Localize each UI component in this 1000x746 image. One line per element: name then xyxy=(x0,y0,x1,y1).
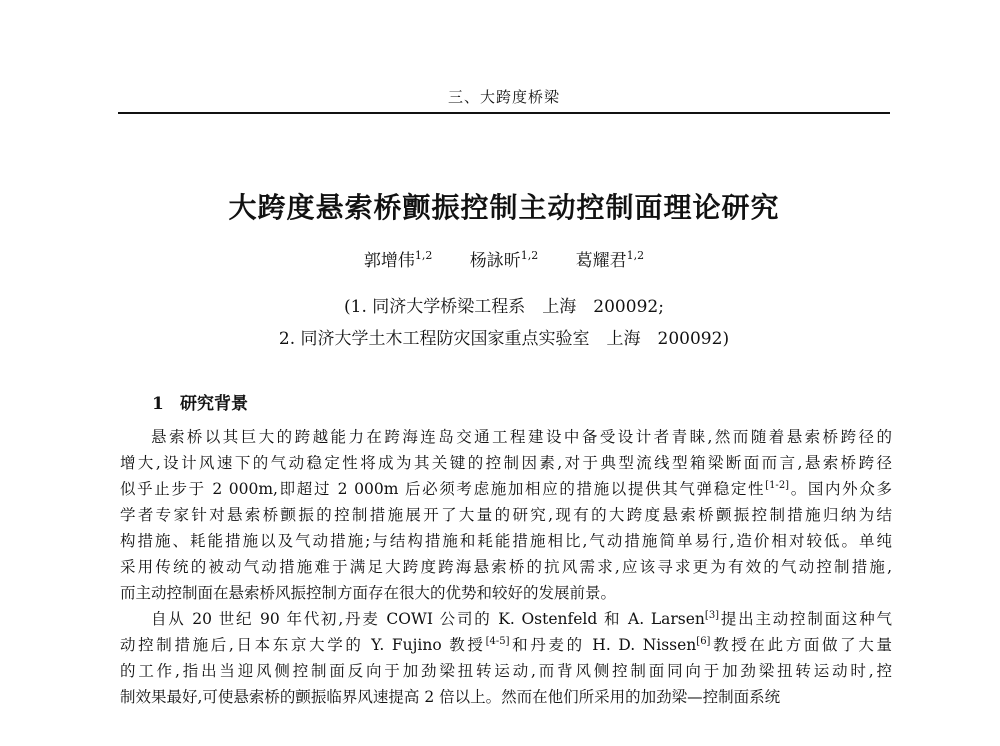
paper-title: 大跨度悬索桥颤振控制主动控制面理论研究 xyxy=(228,191,780,224)
text-line xyxy=(120,476,892,502)
author xyxy=(576,246,645,271)
author-name: 郭增伟 xyxy=(363,251,415,271)
text-segment: 采用传统的被动气动措施难于满足大跨度跨海悬索桥的抗风需求,应该寻求更为有效的气动控制措施, xyxy=(120,558,892,576)
text-line xyxy=(120,684,892,710)
text-line xyxy=(120,450,892,476)
citation-mark: [1-2] xyxy=(765,480,790,491)
text-line xyxy=(120,424,892,450)
section-number: 1 xyxy=(152,394,164,414)
citation-mark: [6] xyxy=(696,636,711,647)
section-title: 研究背景 xyxy=(180,394,248,414)
section-heading xyxy=(152,389,248,414)
author-affiliation-mark: 1,2 xyxy=(520,249,539,262)
text-segment: 而主动控制面在悬索桥风振控制方面存在很大的优势和较好的发展前景。 xyxy=(120,584,617,602)
text-segment: 教授在此方面做了大量 xyxy=(710,636,892,654)
body-text xyxy=(120,424,892,710)
text-segment: 学者专家针对悬索桥颤振的控制措施展开了大量的研究,现有的大跨度悬索桥颤振控制措施归纳为结 xyxy=(120,506,892,524)
text-line xyxy=(120,632,892,658)
text-segment: 的工作,指出当迎风侧控制面反向于加劲梁扭转运动,而背风侧控制面同向于加劲梁扭转运动时,控 xyxy=(120,662,892,680)
author-name: 杨詠昕 xyxy=(469,251,521,271)
citation-mark: [4-5] xyxy=(485,636,510,647)
text-segment: 。国内外众多 xyxy=(789,480,892,498)
header-rule xyxy=(118,112,890,114)
paragraph xyxy=(120,606,892,710)
author-affiliation-mark: 1,2 xyxy=(414,249,433,262)
affiliation-2: 2. 同济大学土木工程防灾国家重点实验室 上海 200092) xyxy=(278,329,730,349)
text-segment: 自从 20 世纪 90 年代初,丹麦 COWI 公司的 K. Ostenfeld 和 A. Larsen xyxy=(151,610,705,628)
text-line xyxy=(120,528,892,554)
text-segment: 似乎止步于 2 000m,即超过 2 000m 后必须考虑施加相应的措施以提供其气弹稳定性 xyxy=(120,480,766,498)
text-segment: 和丹麦的 H. D. Nissen xyxy=(509,636,697,654)
text-segment: 制效果最好,可使悬索桥的颤振临界风速提高 2 倍以上。然而在他们所采用的加劲梁—控制面系统 xyxy=(120,688,781,706)
text-line xyxy=(120,658,892,684)
text-segment: 增大,设计风速下的气动稳定性将成为其关键的控制因素,对于典型流线型箱梁断面而言,悬索桥跨径 xyxy=(120,454,892,472)
text-segment: 动控制措施后,日本东京大学的 Y. Fujino 教授 xyxy=(120,636,486,654)
text-segment: 构措施、耗能措施以及气动措施;与结构措施和耗能措施相比,气动措施简单易行,造价相对较低。单纯 xyxy=(120,532,892,550)
author-affiliation-mark: 1,2 xyxy=(626,249,645,262)
text-line xyxy=(120,580,892,606)
author xyxy=(470,246,539,271)
running-header: 三、大跨度桥梁 xyxy=(447,88,560,106)
text-segment: 提出主动控制面这种气 xyxy=(719,610,892,628)
text-line xyxy=(120,606,892,632)
text-line xyxy=(120,554,892,580)
text-line xyxy=(120,502,892,528)
paragraph xyxy=(120,424,892,606)
author-name: 葛耀君 xyxy=(575,251,627,271)
citation-mark: [3] xyxy=(704,610,720,621)
author-list xyxy=(118,246,890,271)
affiliation-1: (1. 同济大学桥梁工程系 上海 200092; xyxy=(344,297,664,317)
text-segment: 悬索桥以其巨大的跨越能力在跨海连岛交通工程建设中备受设计者青睐,然而随着悬索桥跨径的 xyxy=(151,428,892,446)
author xyxy=(364,246,433,271)
